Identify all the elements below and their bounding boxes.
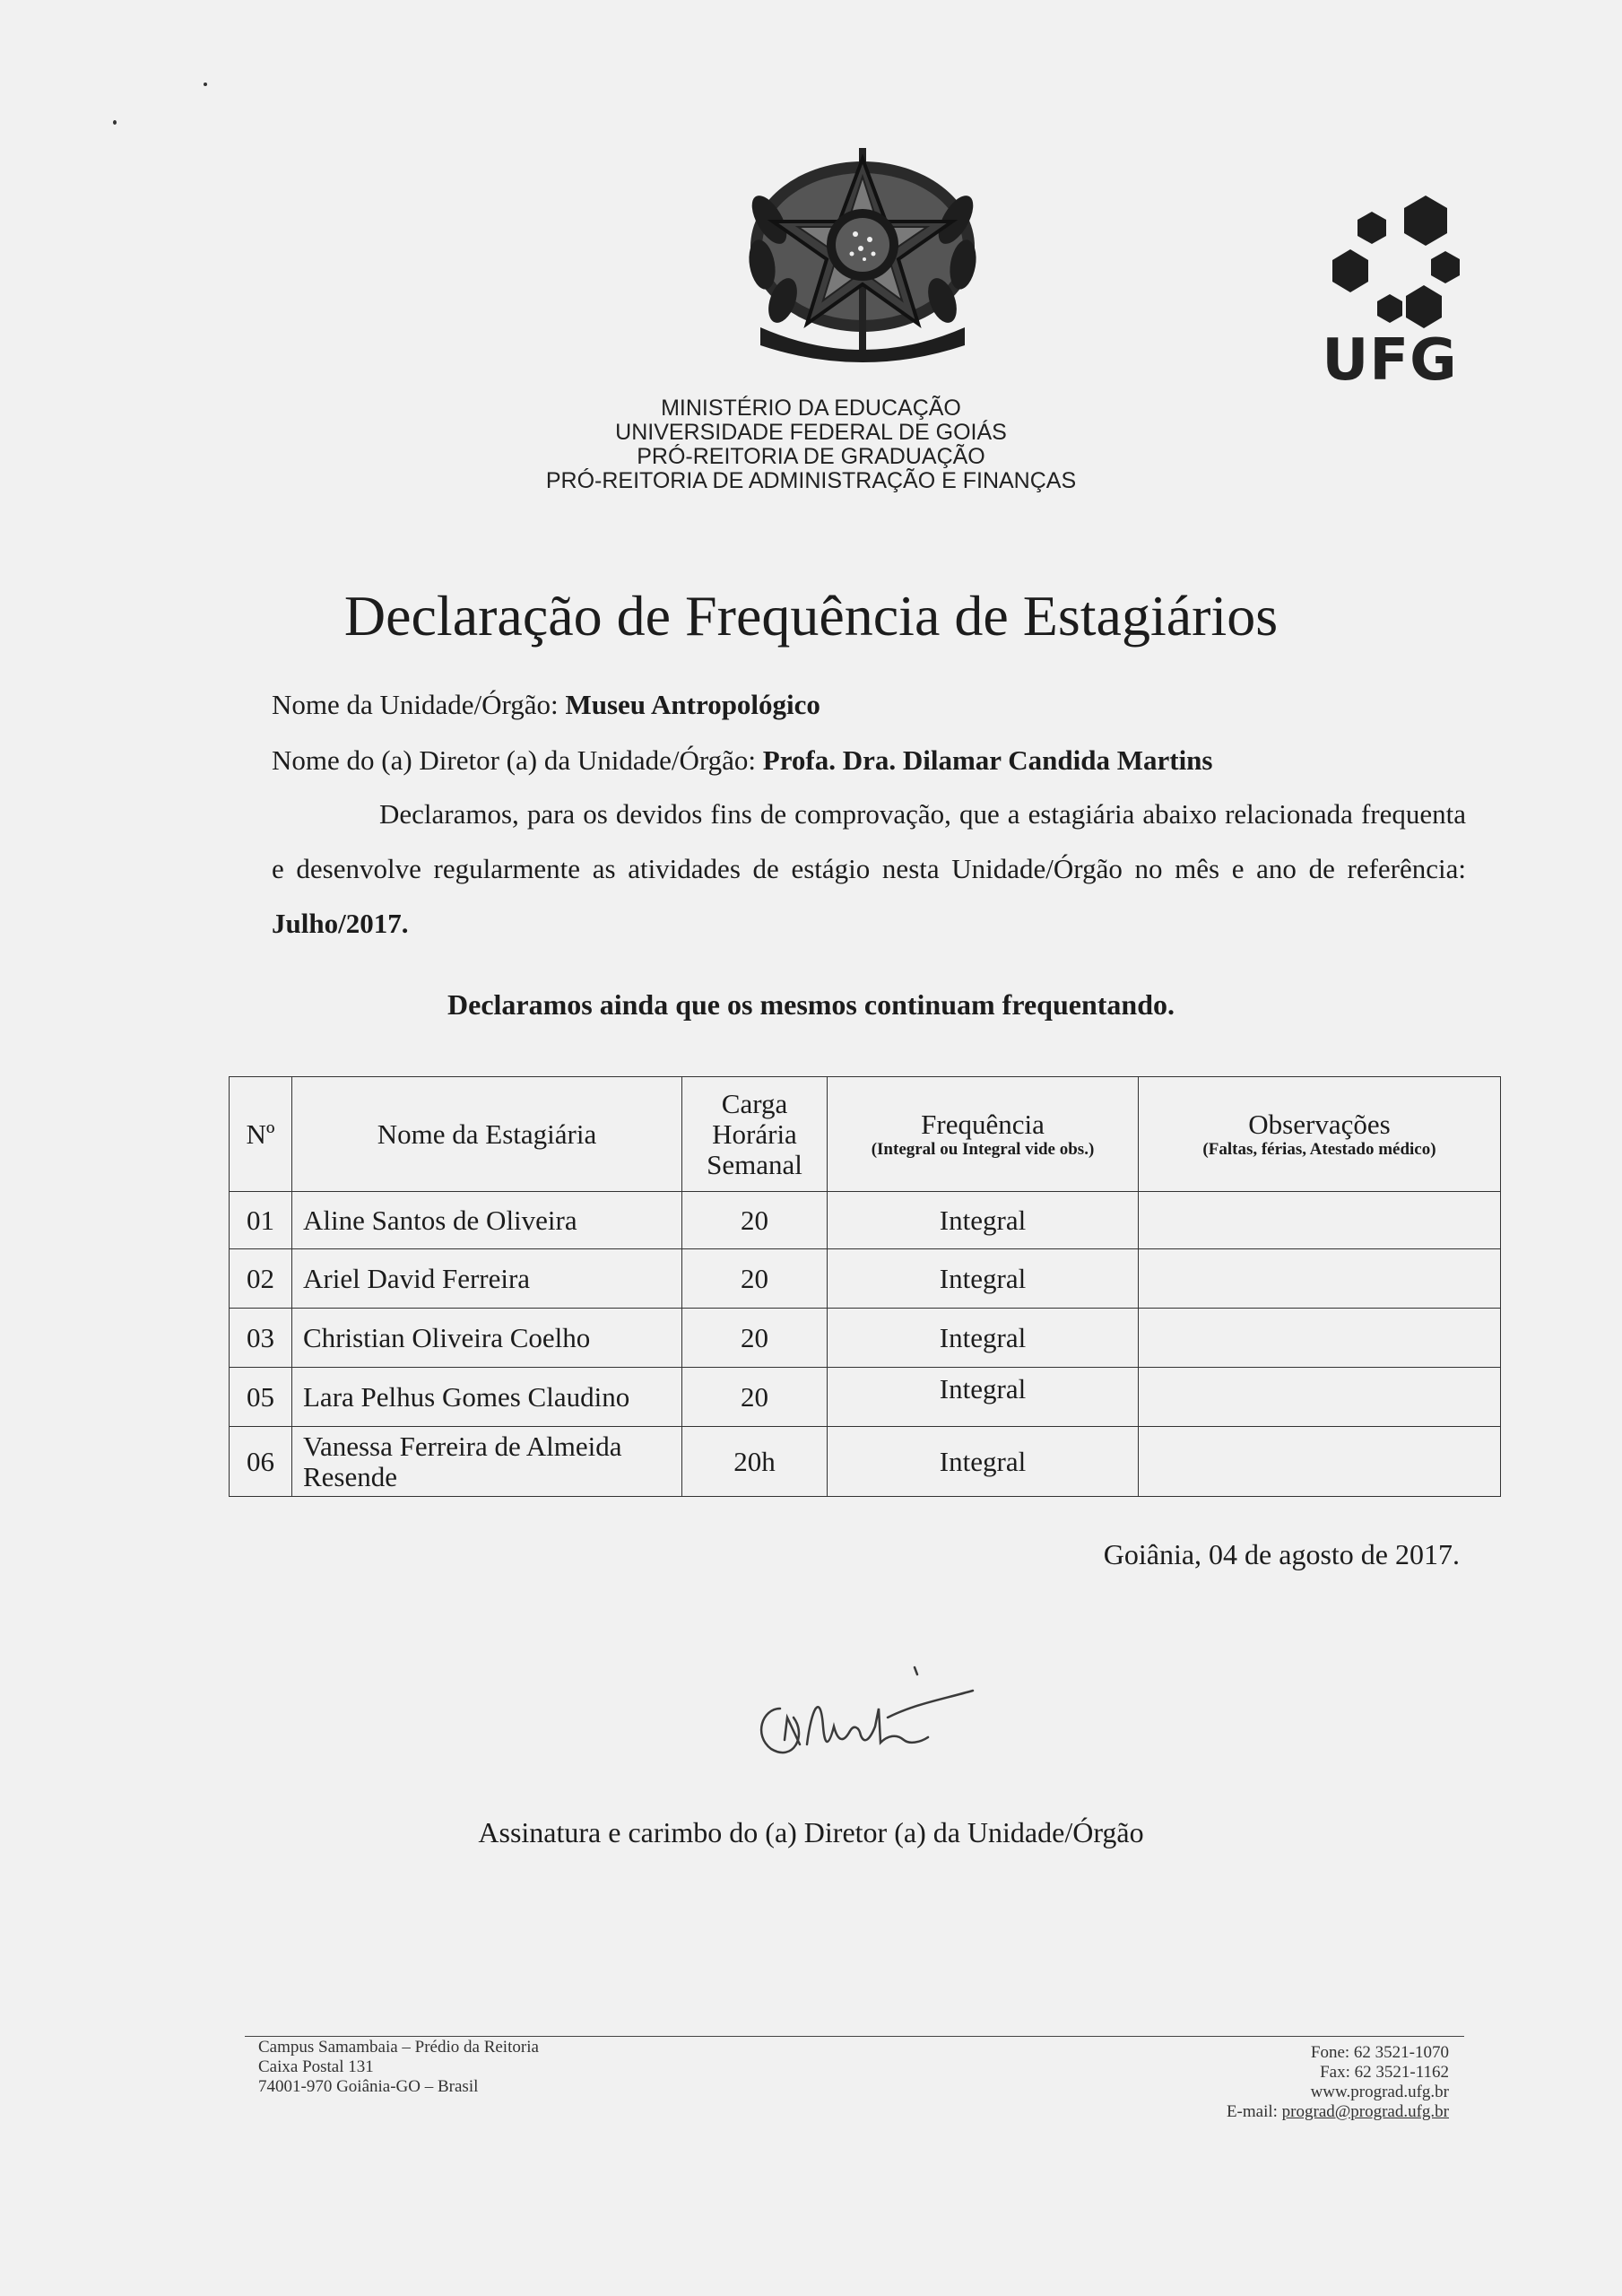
row-name: Lara Pelhus Gomes Claudino [292,1368,682,1427]
signature-caption: Assinatura e carimbo do (a) Diretor (a) da Unidade/Órgão [478,1816,1144,1848]
row-number: 03 [230,1309,292,1368]
header-observations-label: Observações [1248,1108,1391,1140]
header-ministry: MINISTÉRIO DA EDUCAÇÃO [661,396,961,421]
declaration-text: Declaramos, para os devidos fins de comprovação, que a estagiária abaixo relacionada frequenta e desenvolve regularmente as atividades de estágio nesta Unidade/Órgão no mês e ano de referência: [272,798,1466,884]
row-hours: 20 [682,1368,828,1427]
continuation-note: Declaramos ainda que os mesmos continuam frequentando. [447,988,1175,1021]
row-observations [1139,1309,1501,1368]
header-frequency [828,1077,1139,1192]
header-observations [1139,1077,1501,1192]
row-number: 05 [230,1368,292,1427]
footer-email: prograd@prograd.ufg.br [1281,2102,1449,2121]
row-frequency: Integral [828,1427,1139,1497]
header-hours [682,1077,828,1192]
document-title: Declaração de Frequência de Estagiários [343,584,1279,648]
row-observations [1139,1427,1501,1497]
header-name: Nome da Estagiária [292,1077,682,1192]
ufg-logo [1318,188,1462,395]
footer-email-line [1227,2102,1449,2122]
reference-month: Julho/2017. [272,908,409,939]
row-number: 02 [230,1249,292,1309]
coat-of-arms-emblem [742,148,983,363]
row-number: 06 [230,1427,292,1497]
table-row [230,1368,1501,1427]
unit-value: Museu Antropológico [565,689,820,720]
director-field [272,744,1213,777]
header-observations-sub: (Faltas, férias, Atestado médico) [1202,1139,1436,1159]
table-header-row [230,1077,1501,1192]
row-frequency: Integral [828,1192,1139,1249]
footer-divider [245,2036,1464,2037]
place-and-date: Goiânia, 04 de agosto de 2017. [1103,1538,1460,1570]
footer-email-label: E-mail: [1226,2102,1278,2121]
header-prorectorate-graduation: PRÓ-REITORIA DE GRADUAÇÃO [637,444,985,469]
header-university: UNIVERSIDADE FEDERAL DE GOIÁS [615,420,1007,445]
header-number: Nº [230,1077,292,1192]
row-name: Aline Santos de Oliveira [292,1192,682,1249]
row-hours: 20 [682,1192,828,1249]
declaration-paragraph [272,787,1466,951]
header-hours-line2: Horária [712,1118,797,1150]
header-frequency-label: Frequência [921,1108,1045,1140]
row-number: 01 [230,1192,292,1249]
footer-address-line: Caixa Postal 131 [258,2057,374,2076]
footer-contacts [1227,2043,1449,2122]
footer-website: www.prograd.ufg.br [1310,2083,1449,2101]
footer-phone: Fone: 62 3521-1070 [1310,2043,1449,2062]
row-observations [1139,1192,1501,1249]
table-row [230,1249,1501,1309]
director-signature [744,1655,977,1789]
row-hours: 20 [682,1309,828,1368]
row-frequency: Integral [828,1309,1139,1368]
unit-label: Nome da Unidade/Órgão: [272,689,559,720]
row-name: Ariel David Ferreira [292,1249,682,1309]
table-row [230,1427,1501,1497]
row-frequency: Integral [828,1368,1139,1427]
row-observations [1139,1249,1501,1309]
row-frequency: Integral [828,1249,1139,1309]
header-hours-line3: Semanal [707,1148,802,1180]
row-hours: 20h [682,1427,828,1497]
table-row [230,1192,1501,1249]
unit-field [272,689,820,721]
footer-address-line: Campus Samambaia – Prédio da Reitoria [258,2038,539,2057]
row-name: Christian Oliveira Coelho [292,1309,682,1368]
header-frequency-sub: (Integral ou Integral vide obs.) [871,1139,1095,1159]
row-observations [1139,1368,1501,1427]
footer-fax: Fax: 62 3521-1162 [1320,2063,1449,2082]
row-name: Vanessa Ferreira de Almeida Resende [292,1427,682,1497]
director-value: Profa. Dra. Dilamar Candida Martins [762,744,1213,776]
header-prorectorate-administration: PRÓ-REITORIA DE ADMINISTRAÇÃO E FINANÇAS [545,468,1077,493]
director-label: Nome do (a) Diretor (a) da Unidade/Órgão: [272,744,757,776]
footer-address [258,2038,539,2097]
scan-speck [204,83,207,86]
ufg-logo-text: UFG [1322,327,1458,394]
row-hours: 20 [682,1249,828,1309]
intern-table [229,1076,1501,1497]
table-row [230,1309,1501,1368]
scan-speck [113,120,117,125]
header-hours-line1: Carga [721,1087,788,1119]
footer-address-line: 74001-970 Goiânia-GO – Brasil [258,2077,479,2096]
